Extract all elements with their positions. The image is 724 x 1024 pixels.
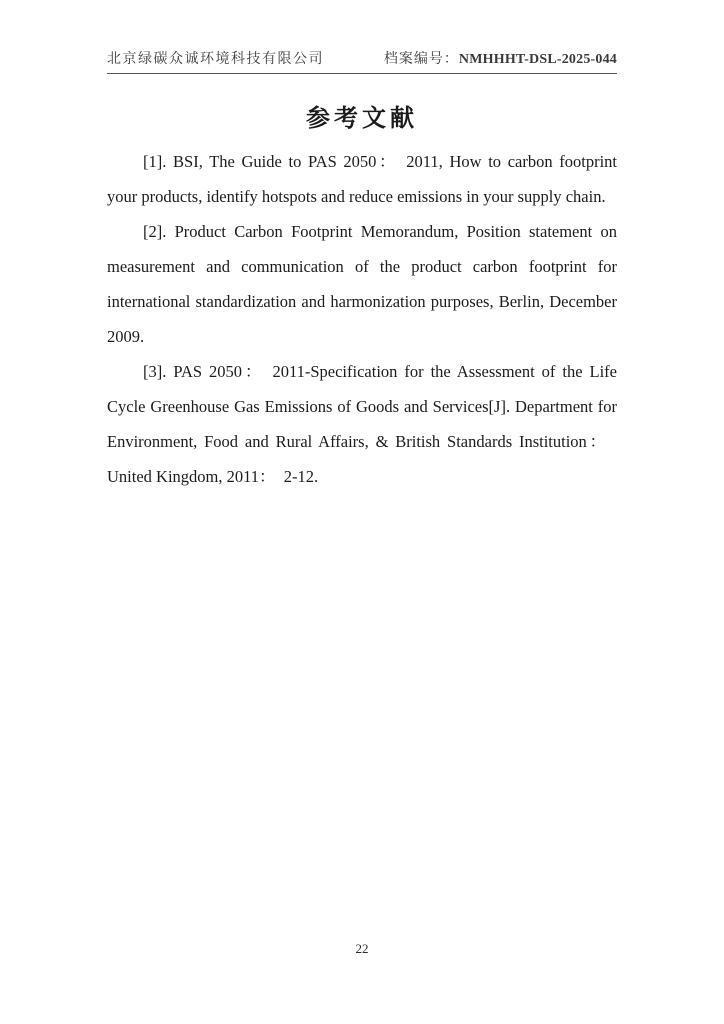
reference-entry-1: [1]. BSI, The Guide to PAS 2050： 2011, How to carbon footprint your products, identify hotspots and reduce emissions in your supply chain. [107, 152, 617, 206]
page-footer [0, 941, 724, 957]
archive-number-value: NMHHHT-DSL-2025-044 [458, 52, 617, 67]
reference-entry-2: [2]. Product Carbon Footprint Memorandum, Position statement on measurement and communication of the product carbon footprint for international standardization and harmonization purposes, Berlin, December 2009. [107, 222, 617, 346]
references-section [107, 144, 617, 494]
page-title: 参考文献 [306, 106, 418, 132]
reference-entry-3: [3]. PAS 2050： 2011-Specification for the Assessment of the Life Cycle Greenhouse Gas Emissions of Goods and Services[J]. Department for Environment, Food and Rural Affairs, & British Standards Institution： United Kingdom, 2011： 2-12. [107, 362, 617, 486]
company-name: 北京绿碳众诚环境科技有限公司 [107, 52, 324, 67]
content-column [107, 0, 617, 494]
page-header [107, 0, 617, 74]
archive-number-label: 档案编号： [383, 52, 459, 67]
archive-number-group [384, 48, 617, 68]
page-number: 22 [355, 941, 369, 956]
